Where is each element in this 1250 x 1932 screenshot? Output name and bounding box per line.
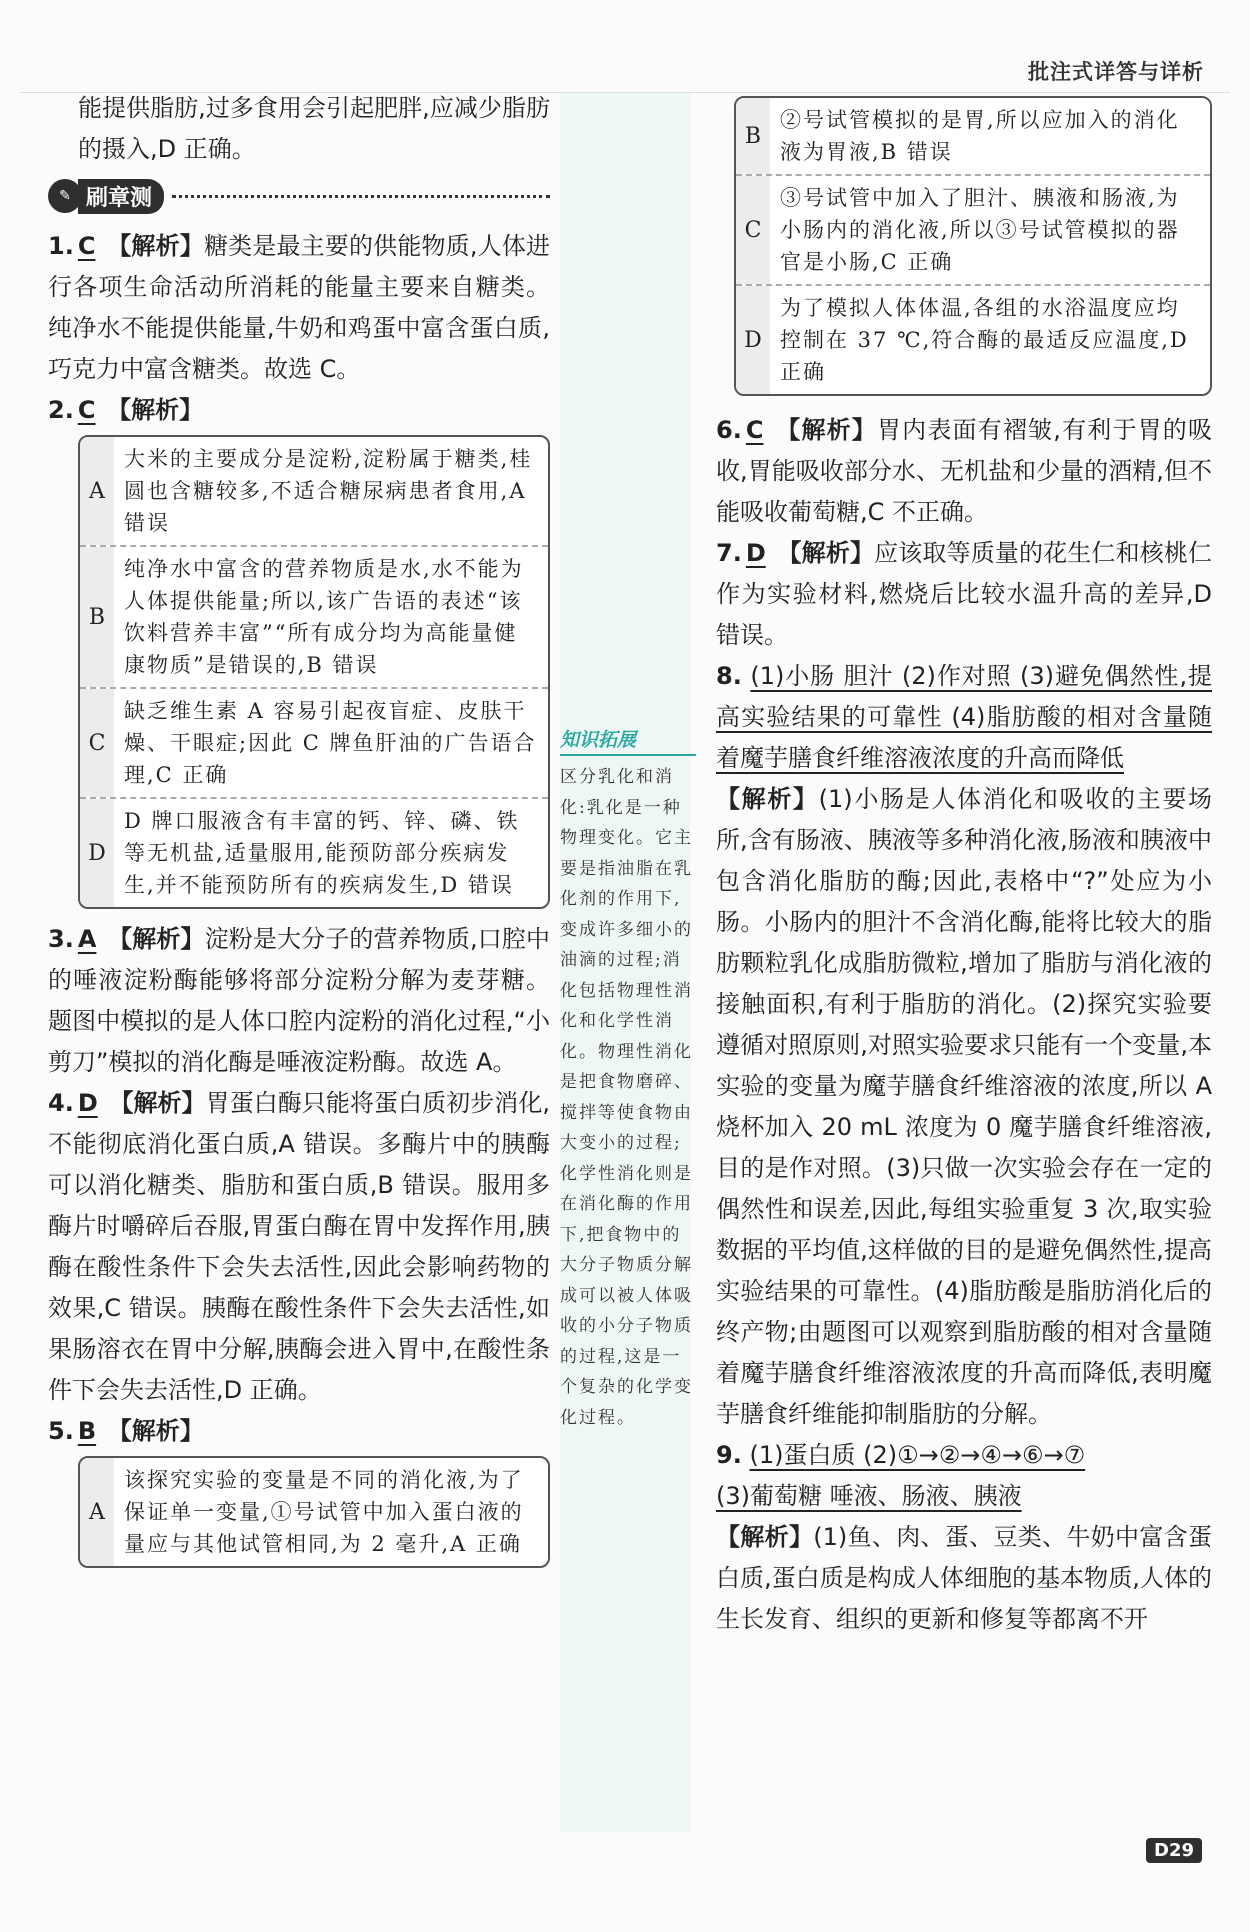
option-text: ②号试管模拟的是胃,所以应加入的消化液为胃液,B 错误 [780, 108, 1180, 164]
q3-tag: 【解析】 [108, 925, 205, 953]
q6-tag: 【解析】 [776, 416, 877, 444]
q9-explanation [716, 1517, 1212, 1640]
knowledge-sidebar [560, 725, 696, 1433]
option-row [80, 799, 548, 907]
q9-tag: 【解析】 [716, 1523, 814, 1551]
question-4 [48, 1083, 550, 1411]
q2-options-table [78, 435, 550, 909]
q9-answer-1: (1)蛋白质 (2)①→②→④→⑥→⑦ [749, 1441, 1086, 1469]
option-text: ③号试管中加入了胆汁、胰液和肠液,为小肠内的消化液,所以③号试管模拟的器官是小肠,C 正确 [780, 186, 1180, 274]
option-row [80, 437, 548, 547]
q4-number: 4. [48, 1089, 74, 1117]
q8-tag: 【解析】 [716, 785, 819, 813]
option-text: 缺乏维生素 A 容易引起夜盲症、皮肤干燥、干眼症;因此 C 牌鱼肝油的广告语合理,C 正确 [124, 699, 537, 787]
option-letter: B [736, 98, 770, 174]
q9-answer-2: (3)葡萄糖 唾液、肠液、胰液 [716, 1482, 1022, 1510]
option-letter: D [80, 799, 114, 907]
section-header [48, 176, 550, 216]
q5-number: 5. [48, 1417, 74, 1445]
option-row [80, 1458, 548, 1566]
q1-answer: C [77, 232, 96, 260]
q5-tag: 【解析】 [107, 1417, 204, 1445]
q6-number: 6. [716, 416, 742, 444]
question-5 [48, 1411, 550, 1452]
q9-answer-line2 [716, 1476, 1212, 1517]
q6-text: 胃内表面有褶皱,有利于胃的吸收,胃能吸收部分水、无机盐和少量的酒精,但不能吸收葡萄糖,C 不正确。 [716, 416, 1212, 526]
question-1 [48, 226, 550, 390]
option-row [736, 176, 1210, 286]
q1-tag: 【解析】 [107, 232, 204, 260]
question-7 [716, 533, 1212, 656]
option-letter: C [736, 176, 770, 284]
q2-tag: 【解析】 [107, 396, 204, 424]
section-title: 刷章测 [78, 179, 164, 214]
q9-number: 9. [716, 1441, 742, 1469]
sidebar-text: 区分乳化和消化:乳化是一种物理变化。它主要是指油脂在乳化剂的作用下,变成许多细小的油滴的过程;消化包括物理性消化和化学性消化。物理性消化是把食物磨碎、搅拌等使食物由大变小的过程;化学性消化则是在消化酶的作用下,把食物中的大分子物质分解成可以被人体吸收的小分子物质的过程,这是一个复杂的化学变化过程。 [560, 767, 693, 1428]
section-dots [172, 195, 550, 198]
option-letter: A [80, 1458, 114, 1566]
right-column [716, 92, 1212, 1640]
q2-answer: C [77, 396, 96, 424]
option-letter: D [736, 286, 770, 394]
question-2 [48, 390, 550, 431]
page-header: 批注式详答与详析 [1028, 60, 1204, 84]
q7-tag: 【解析】 [777, 539, 875, 567]
option-row [736, 286, 1210, 394]
q8-text: (1)小肠是人体消化和吸收的主要场所,含有肠液、胰液等多种消化液,肠液和胰液中包含消化脂肪的酶;因此,表格中“?”处应为小肠。小肠内的胆汁不含消化酶,能将比较大的脂肪颗粒乳化成脂肪微粒,增加了脂肪与消化液的接触面积,有利于脂肪的消化。(2)探究实验要遵循对照原则,对照实验要求只能有一个变量,本实验的变量为魔芋膳食纤维溶液的浓度,所以 A 烧杯加入 20 mL 浓度为 0 魔芋膳食纤维溶液,目的是作对照。(3)只做一次实验会存在一定的偶然性和误差,因此,每组实验重复 3 次,取实验数据的平均值,这样做的目的是避免偶然性,提高实验结果的可靠性。(4)脂肪酸是脂肪消化后的终产物;由题图可以观察到脂肪酸的相对含量随着魔芋膳食纤维溶液浓度的升高而降低,表明魔芋膳食纤维能抑制脂肪的分解。 [716, 785, 1213, 1428]
option-letter: A [80, 437, 114, 545]
option-row [80, 547, 548, 689]
option-text: 该探究实验的变量是不同的消化液,为了保证单一变量,①号试管中加入蛋白液的量应与其他试管相同,为 2 毫升,A 正确 [124, 1468, 524, 1556]
q8-answer: (1)小肠 胆汁 (2)作对照 (3)避免偶然性,提高实验结果的可靠性 (4)脂肪酸的相对含量随着魔芋膳食纤维溶液浓度的升高而降低 [716, 662, 1212, 772]
pen-icon: ✎ [48, 179, 82, 213]
page-number: D29 [1146, 1838, 1202, 1863]
option-text: 大米的主要成分是淀粉,淀粉属于糖类,桂圆也含糖较多,不适合糖尿病患者食用,A 错误 [124, 447, 533, 535]
q9-text: (1)鱼、肉、蛋、豆类、牛奶中富含蛋白质,蛋白质是构成人体细胞的基本物质,人体的生长发育、组织的更新和修复等都离不开 [716, 1523, 1212, 1633]
sidebar-heading: 知识拓展 [560, 725, 696, 756]
option-row [80, 689, 548, 799]
option-row [736, 98, 1210, 176]
q3-text: 淀粉是大分子的营养物质,口腔中的唾液淀粉酶能够将部分淀粉分解为麦芽糖。题图中模拟的是人体口腔内淀粉的消化过程,“小剪刀”模拟的消化酶是唾液淀粉酶。故选 A。 [48, 925, 551, 1076]
q3-answer: A [77, 925, 97, 953]
q8-explanation [716, 779, 1212, 1435]
option-letter: B [80, 547, 114, 687]
q7-answer: D [745, 539, 766, 567]
q3-number: 3. [48, 925, 74, 953]
q1-text: 糖类是最主要的供能物质,人体进行各项生命活动所消耗的能量主要来自糖类。纯净水不能提供能量,牛奶和鸡蛋中富含蛋白质,巧克力中富含糖类。故选 C。 [48, 232, 550, 383]
question-8 [716, 656, 1212, 779]
q7-text: 应该取等质量的花生仁和核桃仁作为实验材料,燃烧后比较水温升高的差异,D 错误。 [716, 539, 1213, 649]
q2-number: 2. [48, 396, 74, 424]
option-letter: C [80, 689, 114, 797]
intro-text: 能提供脂肪,过多食用会引起肥胖,应减少脂肪的摄入,D 正确。 [78, 94, 550, 163]
q7-number: 7. [716, 539, 742, 567]
option-text: D 牌口服液含有丰富的钙、锌、磷、铁等无机盐,适量服用,能预防部分疾病发生,并不能预防所有的疾病发生,D 错误 [124, 809, 520, 897]
left-column [48, 88, 550, 1578]
q5-options-table-part1 [78, 1456, 550, 1568]
option-text: 纯净水中富含的营养物质是水,水不能为人体提供能量;所以,该广告语的表述“该饮料营养丰富”“所有成分均为高能量健康物质”是错误的,B 错误 [124, 557, 524, 677]
q4-text: 胃蛋白酶只能将蛋白质初步消化,不能彻底消化蛋白质,A 错误。多酶片中的胰酶可以消化糖类、脂肪和蛋白质,B 错误。服用多酶片时嚼碎后吞服,胃蛋白酶在胃中发挥作用,胰酶在酸性条件下会失去活性,因此会影响药物的效果,C 错误。胰酶在酸性条件下会失去活性,如果肠溶衣在胃中分解,胰酶会进入胃中,在酸性条件下会失去活性,D 正确。 [48, 1089, 550, 1404]
option-text: 为了模拟人体体温,各组的水浴温度应均控制在 37 ℃,符合酶的最适反应温度,D 正确 [780, 296, 1189, 384]
q1-number: 1. [48, 232, 74, 260]
q5-answer: B [77, 1417, 97, 1445]
q4-answer: D [77, 1089, 98, 1117]
question-3 [48, 919, 550, 1083]
q6-answer: C [745, 416, 764, 444]
question-6 [716, 410, 1212, 533]
q5-options-table-part2 [734, 96, 1212, 396]
q4-tag: 【解析】 [109, 1089, 206, 1117]
q8-number: 8. [716, 662, 742, 690]
question-9 [716, 1435, 1212, 1476]
